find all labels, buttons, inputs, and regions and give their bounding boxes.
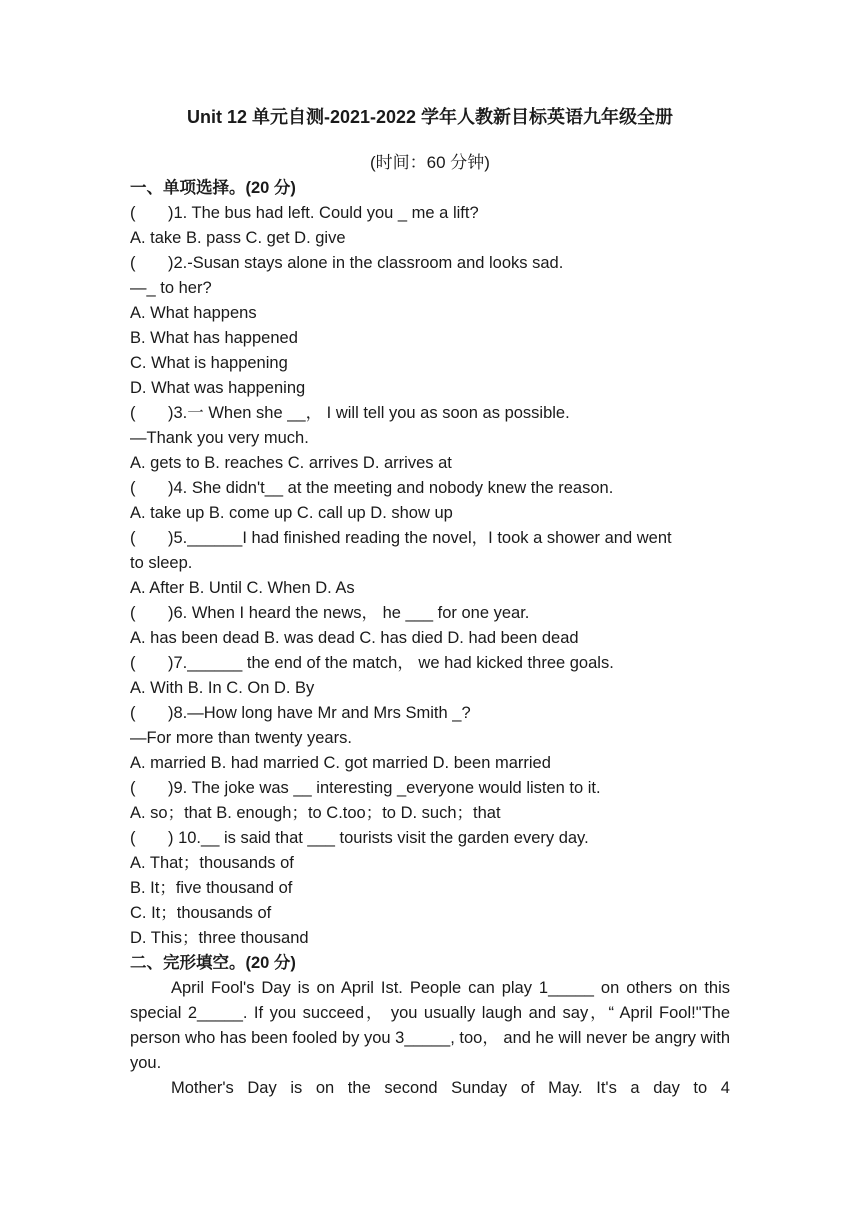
section-heading-single-choice: 一、单项选择。(20 分): [130, 179, 296, 197]
answer-bracket: (: [130, 779, 136, 797]
question-line: B. What has happened: [130, 329, 298, 347]
question-line: A. With B. In C. On D. By: [130, 679, 315, 697]
question-line: A. married B. had married C. got married D. been married: [130, 754, 551, 772]
question-line: A. That；thousands of: [130, 854, 294, 872]
answer-bracket: (: [130, 654, 136, 672]
section-heading-cloze: 二、完形填空。(20 分): [130, 954, 296, 972]
question-line: C. It；thousands of: [130, 904, 272, 922]
question-stem: [130, 601, 730, 626]
question-text: )6. When I heard the news， he ___ for one year.: [168, 604, 530, 622]
question-stem: [130, 401, 730, 426]
question-text: )3.一 When she __， I will tell you as soon as possible.: [168, 404, 570, 422]
question-text: )1. The bus had left. Could you _ me a lift?: [168, 204, 479, 222]
question-line: D. What was happening: [130, 379, 306, 397]
question-text: )8.—How long have Mr and Mrs Smith _?: [168, 704, 471, 722]
question-stem: [130, 826, 730, 851]
question-line: A. After B. Until C. When D. As: [130, 579, 355, 597]
question-text: )4. She didn't__ at the meeting and nobody knew the reason.: [168, 479, 614, 497]
question-stem: [130, 526, 730, 551]
question-text: )7.______ the end of the match， we had kicked three goals.: [168, 654, 614, 672]
cloze-paragraph-2: Mother's Day is on the second Sunday of May. It's a day to 4: [171, 1079, 730, 1097]
answer-bracket: (: [130, 529, 136, 547]
answer-bracket: (: [130, 704, 136, 722]
answer-bracket: (: [130, 829, 136, 847]
document-subtitle: (时间：60 分钟): [370, 153, 490, 172]
question-line: —For more than twenty years.: [130, 729, 352, 747]
question-line: to sleep.: [130, 554, 193, 572]
question-list: [130, 201, 730, 951]
answer-bracket: (: [130, 204, 136, 222]
answer-bracket: (: [130, 254, 136, 272]
question-stem: [130, 251, 730, 276]
question-stem: [130, 201, 730, 226]
question-text: ) 10.__ is said that ___ tourists visit the garden every day.: [168, 829, 589, 847]
question-text: )2.-Susan stays alone in the classroom and looks sad.: [168, 254, 564, 272]
document-title: Unit 12 单元自测-2021-2022 学年人教新目标英语九年级全册: [186, 107, 674, 127]
question-stem: [130, 651, 730, 676]
question-line: A. so；that B. enough；to C.too；to D. such；that: [130, 804, 501, 822]
question-line: C. What is happening: [130, 354, 288, 372]
question-stem: [130, 701, 730, 726]
question-text: )9. The joke was __ interesting _everyone would listen to it.: [168, 779, 601, 797]
cloze-paragraph-1: April Fool's Day is on April Ist. People can play 1_____ on others on this special 2_____. If you succeed， you usually laugh and say，“ April Fool!"The person who has been fooled by you 3_____, too， and he will never be angry with you.: [130, 979, 730, 1072]
question-line: A. gets to B. reaches C. arrives D. arrives at: [130, 454, 452, 472]
document-body: [130, 176, 730, 1101]
question-line: A. take up B. come up C. call up D. show up: [130, 504, 453, 522]
question-line: —_ to her?: [130, 279, 212, 297]
answer-bracket: (: [130, 404, 136, 422]
question-line: A. has been dead B. was dead C. has died D. had been dead: [130, 629, 579, 647]
question-line: D. This；three thousand: [130, 929, 309, 947]
question-text: )5.______I had finished reading the novel，I took a shower and went: [168, 529, 672, 547]
question-stem: [130, 776, 730, 801]
question-stem: [130, 476, 730, 501]
answer-bracket: (: [130, 479, 136, 497]
question-line: A. take B. pass C. get D. give: [130, 229, 346, 247]
question-line: A. What happens: [130, 304, 257, 322]
question-line: B. It；five thousand of: [130, 879, 293, 897]
question-line: —Thank you very much.: [130, 429, 309, 447]
answer-bracket: (: [130, 604, 136, 622]
